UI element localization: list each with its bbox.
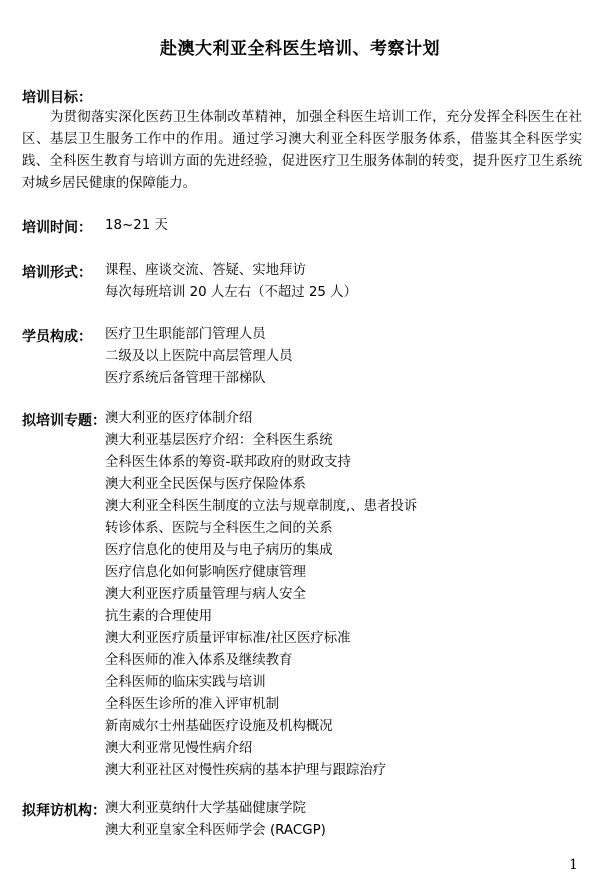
topic-item: 澳大利亚医疗质量管理与病人安全 — [105, 587, 306, 602]
topics-lines — [105, 408, 417, 782]
format-line: 课程、座谈交流、答疑、实地拜访 — [105, 263, 306, 278]
topic-item: 全科医生诊所的准入评审机制 — [105, 697, 280, 712]
topic-item: 澳大利亚全民医保与医疗保险体系 — [105, 477, 306, 492]
topic-item: 医疗信息化如何影响医疗健康管理 — [105, 565, 306, 580]
topic-item: 澳大利亚的医疗体制介绍 — [105, 411, 253, 426]
topics-label: 拟培训专题： — [22, 413, 106, 429]
time-lines — [105, 215, 168, 237]
topic-item: 澳大利亚全科医生制度的立法与规章制度,、患者投诉 — [105, 499, 418, 514]
goal-paragraph: 为贯彻落实深化医药卫生体制改革精神，加强全科医生培训工作，充分发挥全科医生在社区、基层卫生服务工作中的作用。通过学习澳大利亚全科医学服务体系，借鉴其全科医学实践、全科医生教育与培训方面的先进经验，促进医疗卫生服务体制的转变，提升医疗卫生系统对城乡居民健康的保障能力。 — [22, 110, 582, 191]
members-line: 医疗系统后备管理干部梯队 — [105, 371, 266, 386]
members-label: 学员构成： — [22, 329, 92, 345]
topic-item: 澳大利亚医疗质量评审标准/社区医疗标准 — [105, 631, 351, 646]
visits-lines — [105, 798, 326, 842]
topic-item: 医疗信息化的使用及与电子病历的集成 — [105, 543, 333, 558]
format-line: 每次每班培训 20 人左右（不超过 25 人） — [105, 285, 357, 300]
page-number: 1 — [569, 857, 578, 873]
visit-item: 澳大利亚皇家全科医师学会 (RACGP) — [105, 823, 326, 838]
members-line: 二级及以上医院中高层管理人员 — [105, 349, 293, 364]
visit-item: 澳大利亚莫纳什大学基础健康学院 — [105, 801, 306, 816]
members-line: 医疗卫生职能部门管理人员 — [105, 327, 266, 342]
topic-item: 澳大利亚社区对慢性疾病的基本护理与跟踪治疗 — [105, 763, 387, 778]
topic-item: 抗生素的合理使用 — [105, 609, 213, 624]
members-lines — [105, 324, 292, 390]
topic-item: 澳大利亚常见慢性病介绍 — [105, 741, 253, 756]
topic-item: 全科医生体系的筹资-联邦政府的财政支持 — [105, 455, 351, 470]
topic-item: 转诊体系、医院与全科医生之间的关系 — [105, 521, 333, 536]
topic-item: 全科医师的临床实践与培训 — [105, 675, 266, 690]
topic-item: 全科医师的准入体系及继续教育 — [105, 653, 293, 668]
format-label: 培训形式： — [22, 265, 92, 281]
topic-item: 澳大利亚基层医疗介绍：全科医生系统 — [105, 433, 333, 448]
topic-item: 新南威尔士州基础医疗设施及机构概况 — [105, 719, 333, 734]
time-value: 18~21 天 — [105, 218, 168, 233]
goal-label: 培训目标： — [22, 90, 92, 106]
document-title: 赴澳大利亚全科医生培训、考察计划 — [160, 39, 440, 59]
time-label: 培训时间： — [22, 220, 92, 236]
format-lines — [105, 260, 357, 304]
visits-label: 拟拜访机构： — [22, 803, 106, 819]
